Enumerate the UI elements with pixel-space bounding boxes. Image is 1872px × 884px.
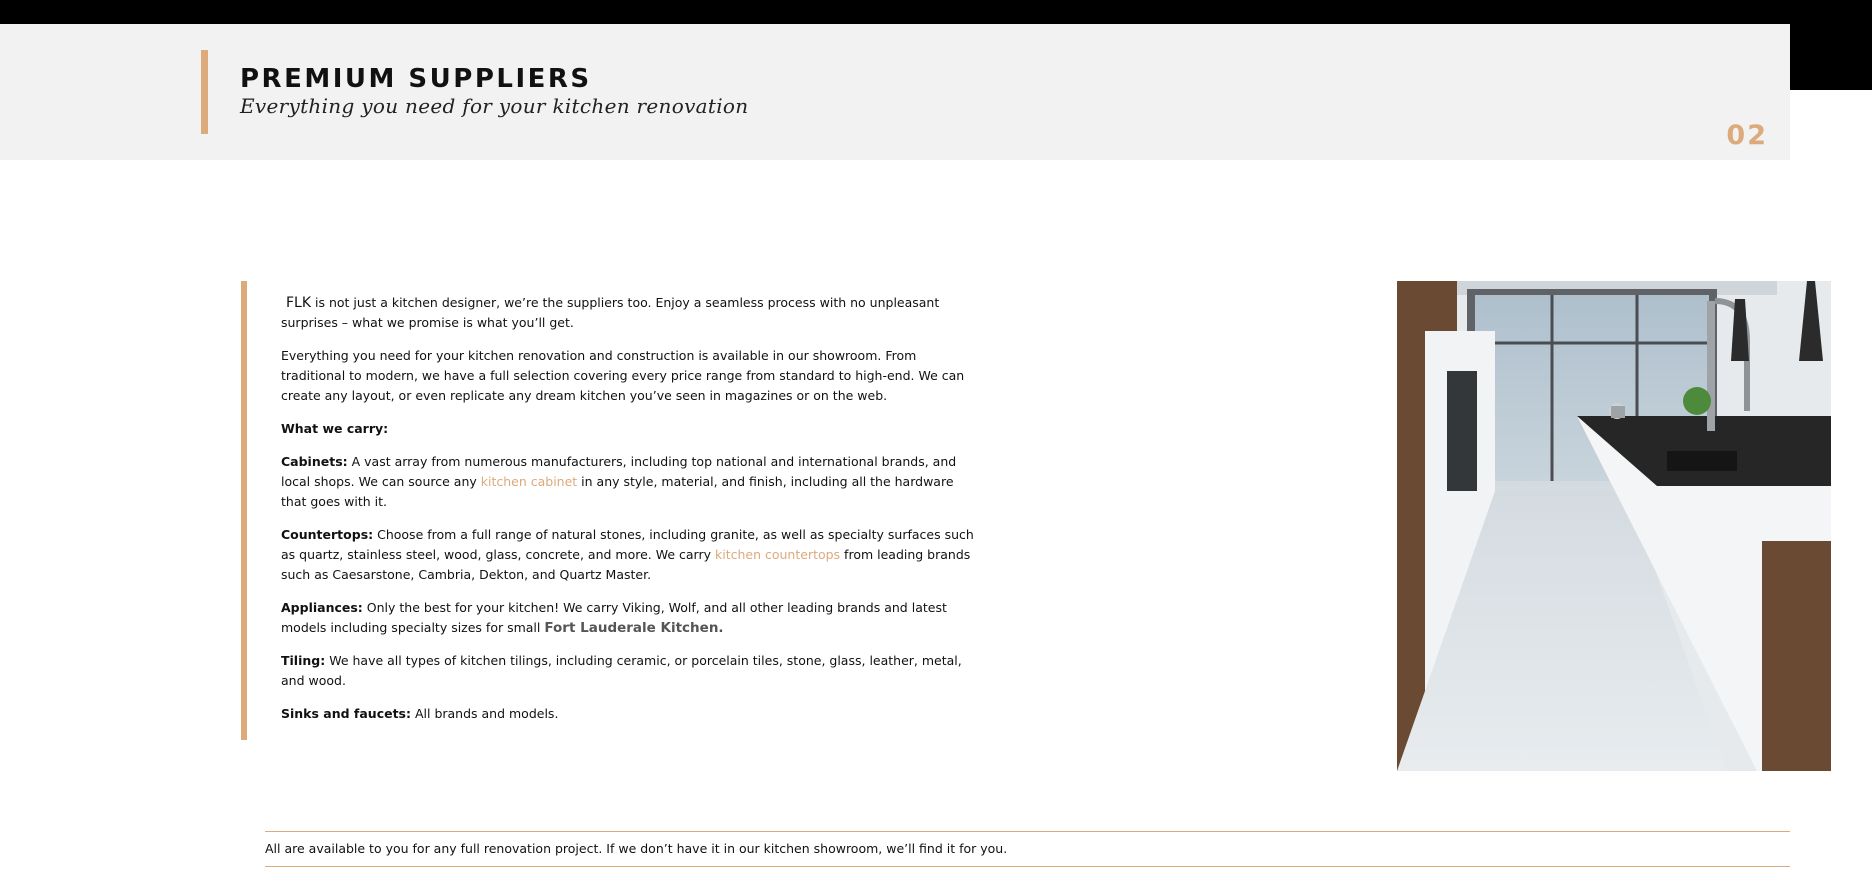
carry-heading <box>281 419 981 439</box>
countertops-label: Countertops: <box>281 527 374 542</box>
carry-heading-text: What we carry: <box>281 421 389 436</box>
footer-note: All are available to you for any full renovation project. If we don’t have it in our kitchen showroom, we’ll find it for you. <box>265 831 1790 867</box>
cabinets-paragraph <box>281 452 981 512</box>
cabinets-text-after: in any style, material, and finish, including all the hardware that goes with it. <box>281 474 954 509</box>
appliances-paragraph <box>281 598 981 638</box>
appliances-label: Appliances: <box>281 600 363 615</box>
page-header <box>0 24 1790 160</box>
content-text <box>281 293 981 737</box>
content-section <box>241 281 981 740</box>
tiling-label: Tiling: <box>281 653 326 668</box>
content-accent-bar <box>241 281 247 740</box>
countertops-paragraph <box>281 525 981 585</box>
sinks-text: All brands and models. <box>411 706 559 721</box>
countertops-text-after: from leading brands such as Caesarstone, Cambria, Dekton, and Quartz Master. <box>281 547 971 582</box>
kitchen-illustration <box>1397 281 1831 771</box>
kitchen-countertops-link[interactable]: kitchen countertops <box>714 547 841 562</box>
page-title: PREMIUM SUPPLIERS <box>240 64 592 94</box>
header-accent-bar <box>201 50 208 134</box>
top-bar <box>0 0 1872 24</box>
sinks-paragraph <box>281 704 981 724</box>
kitchen-photo <box>1397 281 1831 771</box>
tiling-text: We have all types of kitchen tilings, including ceramic, or porcelain tiles, stone, glass, leather, metal, and wood. <box>281 653 962 688</box>
tiling-paragraph <box>281 651 981 691</box>
brand-name: FLK <box>286 295 312 311</box>
sinks-label: Sinks and faucets: <box>281 706 411 721</box>
intro-paragraph <box>281 293 981 333</box>
cabinets-label: Cabinets: <box>281 454 348 469</box>
corner-block <box>1790 24 1872 90</box>
intro-text: is not just a kitchen designer, we’re the suppliers too. Enjoy a seamless process with no unpleasant surprises – what we promise is what you’ll get. <box>281 295 940 330</box>
page-number: 02 <box>1726 120 1768 151</box>
cabinets-text-before: A vast array from numerous manufacturers, including top national and international brands, and local shops. We can source any <box>281 454 957 489</box>
fort-lauderdale-kitchen-link[interactable]: Fort Lauderale Kitchen. <box>544 620 724 636</box>
appliances-text: Only the best for your kitchen! We carry Viking, Wolf, and all other leading brands and latest models including specialty sizes for small <box>281 600 947 635</box>
countertops-text-before: Choose from a full range of natural stones, including granite, as well as specialty surfaces such as quartz, stainless steel, wood, glass, concrete, and more. We carry <box>281 527 974 562</box>
page-subtitle: Everything you need for your kitchen renovation <box>240 94 749 118</box>
kitchen-cabinet-link[interactable]: kitchen cabinet <box>480 474 578 489</box>
showroom-paragraph: Everything you need for your kitchen renovation and construction is available in our showroom. From traditional to modern, we have a full selection covering every price range from standard to high-end. We can create any layout, or even replicate any dream kitchen you’ve seen in magazines or on the web. <box>281 348 965 403</box>
